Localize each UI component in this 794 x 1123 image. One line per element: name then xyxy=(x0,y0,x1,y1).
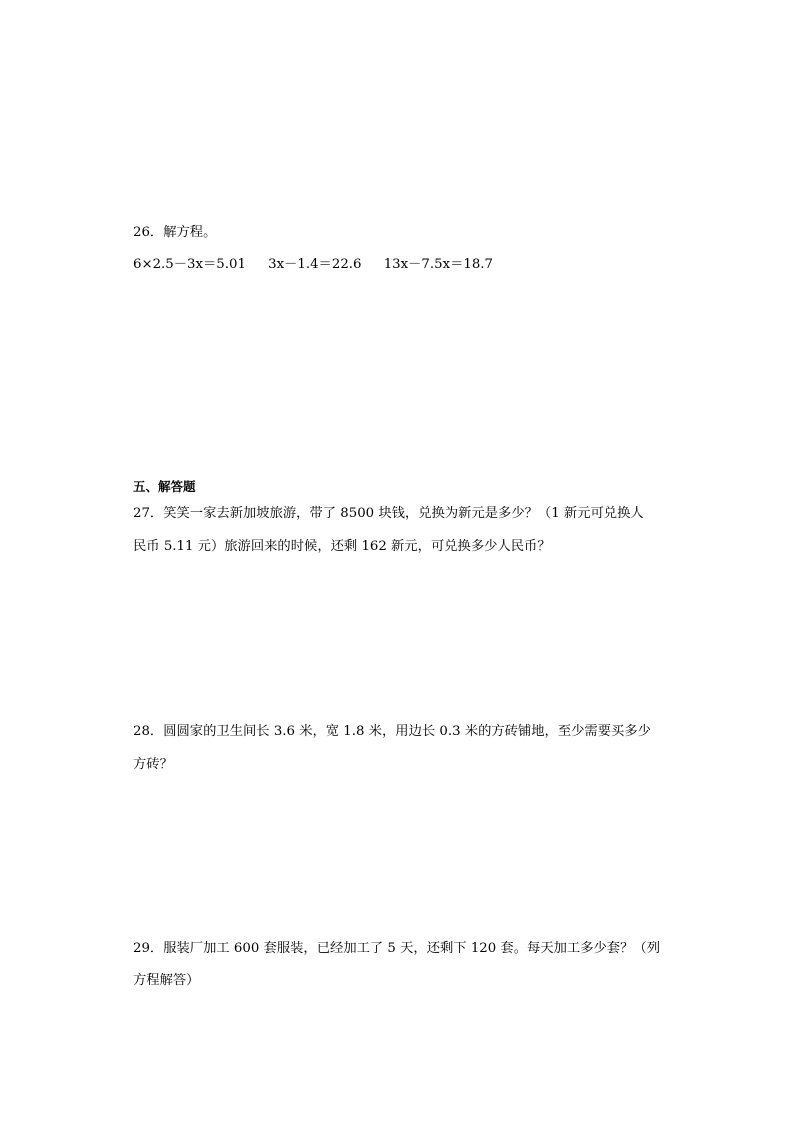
question-26-title: 26．解方程。 xyxy=(133,225,217,240)
equation-1: 6×2.5－3x＝5.01 xyxy=(133,257,246,272)
question-28-line-1: 28．圆圆家的卫生间长 3.6 米，宽 1.8 米，用边长 0.3 米的方砖铺地，至少需要买多少 xyxy=(133,724,651,739)
question-29-line-1: 29．服装厂加工 600 套服装，已经加工了 5 天，还剩下 120 套。每天加工多少套？（列 xyxy=(133,941,660,956)
question-29-line-2: 方程解答） xyxy=(133,973,200,988)
question-27-line-1: 27．笑笑一家去新加坡旅游，带了 8500 块钱，兑换为新元是多少？（1 新元可兑换人 xyxy=(133,506,644,521)
section-heading: 五、解答题 xyxy=(133,479,196,494)
equation-3: 13x－7.5x＝18.7 xyxy=(383,257,493,272)
question-26-equations xyxy=(133,258,493,271)
question-28-line-2: 方砖？ xyxy=(133,757,173,772)
question-27-line-2: 民币 5.11 元）旅游回来的时候，还剩 162 新元，可兑换多少人民币？ xyxy=(133,539,551,554)
equation-2: 3x－1.4＝22.6 xyxy=(268,257,362,272)
